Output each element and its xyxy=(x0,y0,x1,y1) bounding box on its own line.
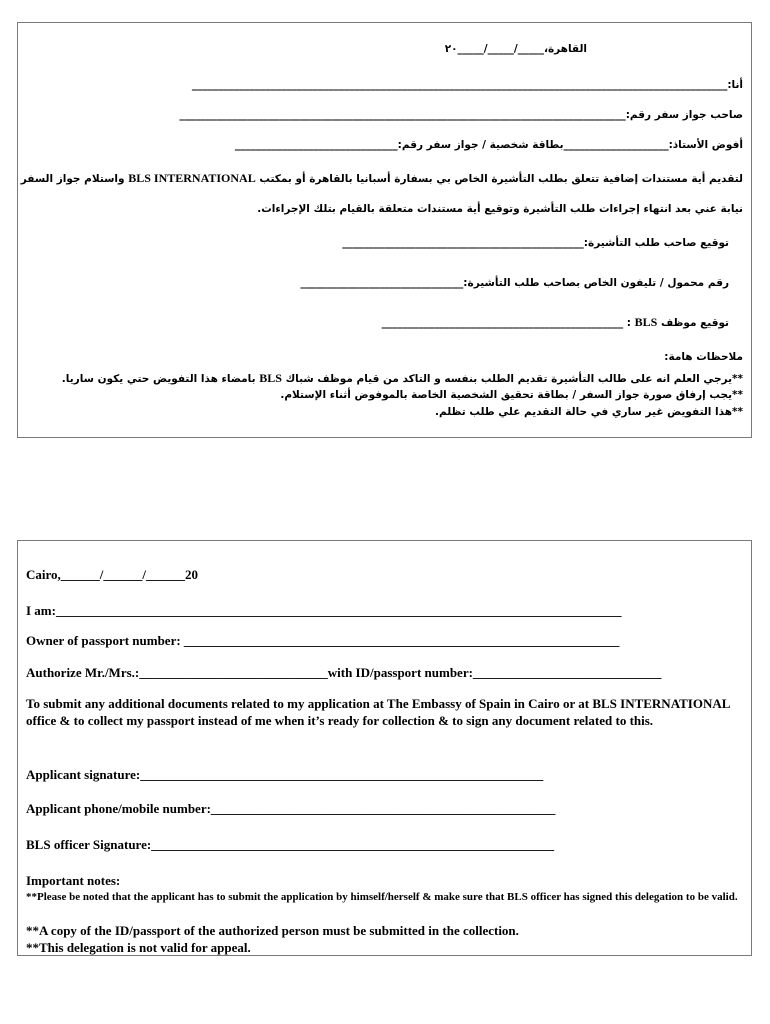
ar-authorize-line[interactable] xyxy=(235,139,743,151)
ar-applicant-signature-field[interactable]: ______________________________________________ xyxy=(342,237,584,249)
ar-note-2-text: **يجب إرفاق صورة جواز السفر / بطاقة تحقيق الشخصية الخاصة بالموفوض أثناء الإستلام. xyxy=(280,389,743,401)
ar-purpose-line-2 xyxy=(257,203,743,215)
ar-i-am-label: أنا: xyxy=(727,79,743,91)
ar-authorized-name-field[interactable]: ____________________ xyxy=(563,139,669,151)
en-i-am-line[interactable]: I am:_______________________________________________________________________________________ xyxy=(26,603,622,618)
ar-bls-colon: : xyxy=(626,317,631,329)
ar-note-3 xyxy=(435,406,743,418)
en-applicant-phone-line[interactable]: Applicant phone/mobile number:_____________________________________________________ xyxy=(26,801,556,816)
en-passport-owner-line[interactable]: Owner of passport number: ___________________________________________________________________ xyxy=(26,633,620,648)
ar-bls-signature-label: توقيع موظف xyxy=(661,317,729,329)
en-authorize-line[interactable]: Authorize Mr./Mrs.:_____________________________with ID/passport number:_____________________________ xyxy=(26,665,662,680)
ar-phone-field[interactable]: _______________________________ xyxy=(300,277,464,289)
ar-date-text: القاهرة،_____/_____/_____٢٠ xyxy=(444,43,587,55)
en-note-3: **This delegation is not valid for appeal. xyxy=(26,940,251,955)
ar-date-line[interactable] xyxy=(445,43,587,55)
en-note-1: **Please be noted that the applicant has to submit the application by himself/herself & make sure that BLS officer has signed this delegation to be valid. xyxy=(26,891,738,903)
ar-note-3-text: **هذا التفويض غير ساري في حالة التقديم علي طلب تظلم. xyxy=(435,406,743,418)
ar-bls-text: BLS xyxy=(634,315,658,329)
ar-bls-international: BLS INTERNATIONAL xyxy=(128,171,256,185)
ar-id-passport-field[interactable]: _______________________________ xyxy=(234,139,398,151)
ar-authorize-label: أفوض الأستاذ: xyxy=(668,139,743,151)
en-applicant-signature-line[interactable]: Applicant signature:______________________________________________________________ xyxy=(26,767,544,782)
ar-purpose-text-2: نيابة عني بعد انتهاء إجراءات طلب التأشيرة وتوقيع أية مستندات متعلقة بالقيام بتلك الإجراءات. xyxy=(257,203,743,215)
ar-bls-signature-line[interactable] xyxy=(382,315,729,330)
ar-phone-line[interactable] xyxy=(301,277,729,289)
ar-passport-owner-label: صاحب جواز سفر رقم: xyxy=(625,109,743,121)
ar-passport-owner-line[interactable] xyxy=(179,109,743,121)
ar-note-2 xyxy=(280,389,743,401)
en-purpose-paragraph: To submit any additional documents related to my application at The Embassy of Spain in Cairo or at BLS INTERNATIONAL office & to collect my passport instead of me when it’s ready for collection & to sign any document related to this. xyxy=(26,696,730,728)
ar-note-1-a: **يرجي العلم انه على طالب التأشيرة تقديم الطلب بنفسه و التاكد من قيام موظف شباك xyxy=(285,373,743,385)
en-date-line[interactable]: Cairo,______/______/______20 xyxy=(26,567,199,582)
ar-bls-signature-field[interactable]: ______________________________________________ xyxy=(381,317,624,329)
ar-passport-number-field[interactable]: _____________________________________________________________________________________ xyxy=(179,109,626,121)
arabic-delegation-form xyxy=(17,22,752,438)
ar-phone-label: رقم محمول / تليفون الخاص بصاحب طلب التأشيرة: xyxy=(463,277,729,289)
ar-purpose-text-b: واستلام جواز السفر xyxy=(20,173,125,185)
ar-i-am-line[interactable] xyxy=(192,79,743,91)
en-note-2: **A copy of the ID/passport of the authorized person must be submitted in the collection. xyxy=(26,923,519,938)
ar-id-passport-label: بطاقة شخصية / جواز سفر رقم: xyxy=(397,139,564,151)
ar-notes-title-text: ملاحظات هامة: xyxy=(664,351,743,363)
ar-i-am-field[interactable]: ______________________________________________________________________________________________________ xyxy=(191,79,728,91)
ar-purpose-text-a: لتقديم أية مستندات إضافية تتعلق بطلب التأشيرة الخاص بي بسفارة أسبانيا بالقاهرة أو بمكتب xyxy=(259,173,743,185)
ar-applicant-signature-label: توقيع صاحب طلب التأشيرة: xyxy=(583,237,729,249)
ar-notes-title xyxy=(664,351,743,363)
ar-purpose-line-1 xyxy=(21,171,743,186)
en-bls-signature-line[interactable]: BLS officer Signature:______________________________________________________________ xyxy=(26,837,555,852)
ar-applicant-signature-line[interactable] xyxy=(342,237,729,249)
en-notes-title: Important notes: xyxy=(26,873,121,888)
ar-note-1 xyxy=(62,371,743,386)
english-delegation-form xyxy=(17,540,752,956)
ar-note-1-bls: BLS xyxy=(259,371,282,385)
ar-note-1-b: بامضاء هذا التفويض حتي يكون ساريا. xyxy=(61,373,256,385)
